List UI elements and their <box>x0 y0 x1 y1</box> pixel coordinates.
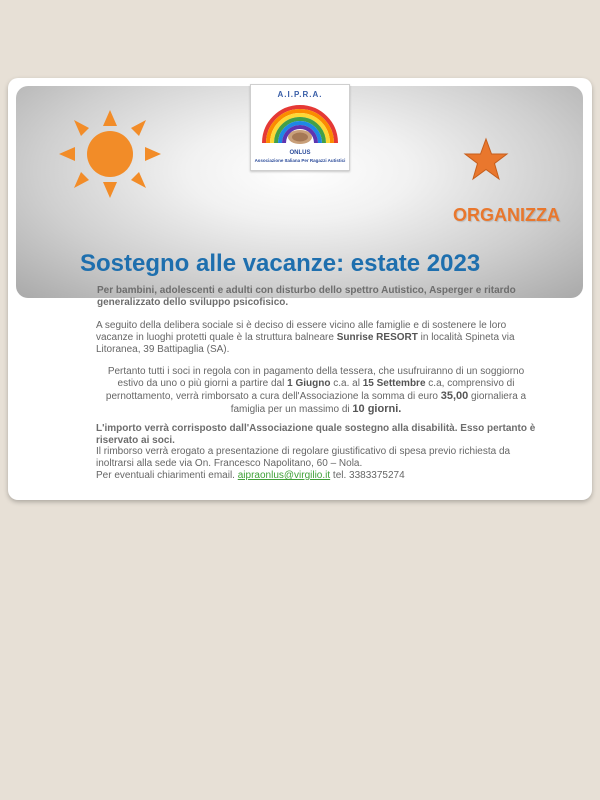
p3-part1: Pertanto tutti i soci in regola con in pagamento della tessera, che usufruiranno di un soggiorno estivo da uno o più giorni a partire dal <box>107 366 525 389</box>
logo-full-name: Associazione Italiana Per Ragazzi Autistici <box>254 158 346 163</box>
paragraph-rimborso <box>96 366 536 416</box>
page-title: Sostegno alle vacanze: estate 2023 <box>80 250 481 277</box>
sun-icon <box>55 104 165 204</box>
phone-number: tel. 3383375274 <box>330 470 405 481</box>
logo-acronym: A.I.P.R.A. <box>277 90 323 99</box>
p3-part2: c.a. al <box>330 378 363 389</box>
logo-onlus: ONLUS <box>289 150 311 156</box>
star-icon <box>462 137 510 183</box>
max-days: 10 giorni. <box>352 403 402 415</box>
resort-name: Sunrise RESORT <box>336 332 418 343</box>
amount: 35,00 <box>440 390 469 402</box>
p2-text-after: in località Spineta via Litoranea, 39 Battipaglia (SA). <box>96 332 515 355</box>
paragraph-importo: L'importo verrà corrisposto dall'Associazione quale sostegno alla disabilità. Esso pertanto è riservato ai soci. <box>96 423 536 446</box>
aipra-logo <box>250 84 350 171</box>
paragraph-delibera <box>96 320 541 356</box>
email-link[interactable]: aipraonlus@virgilio.it <box>237 470 331 481</box>
date-from: 1 Giugno <box>287 378 331 389</box>
p2-text-before: A seguito della delibera sociale si è deciso di essere vicino alle famiglie e di sostenere le loro vacanze in luoghi protetti quale è la struttura balneare <box>96 320 507 343</box>
p5-line1: Il rimborso verrà erogato a presentazione di regolare giustificativo di spesa previo richiesta da inoltrarsi alla sede via On. Francesco Napolitano, 60 – Nola. <box>96 446 511 469</box>
email-prefix: Per eventuali chiarimenti email. <box>96 470 238 481</box>
date-to: 15 Settembre <box>362 378 426 389</box>
p3-part3: c.a, comprensivo di pernottamento, verrà rimborsato a cura dell'Associazione la somma di euro <box>105 378 515 402</box>
paragraph-contatti <box>96 446 536 482</box>
rainbow-icon <box>260 99 340 149</box>
p3-part4: giornaliera a famiglia per un massimo di <box>230 391 527 415</box>
organizza-heading: ORGANIZZA <box>453 205 560 225</box>
lead-paragraph: Per bambini, adolescenti e adulti con disturbo dello spettro Autistico, Asperger e ritardo generalizzato dello sviluppo psicofisico. <box>97 285 516 308</box>
